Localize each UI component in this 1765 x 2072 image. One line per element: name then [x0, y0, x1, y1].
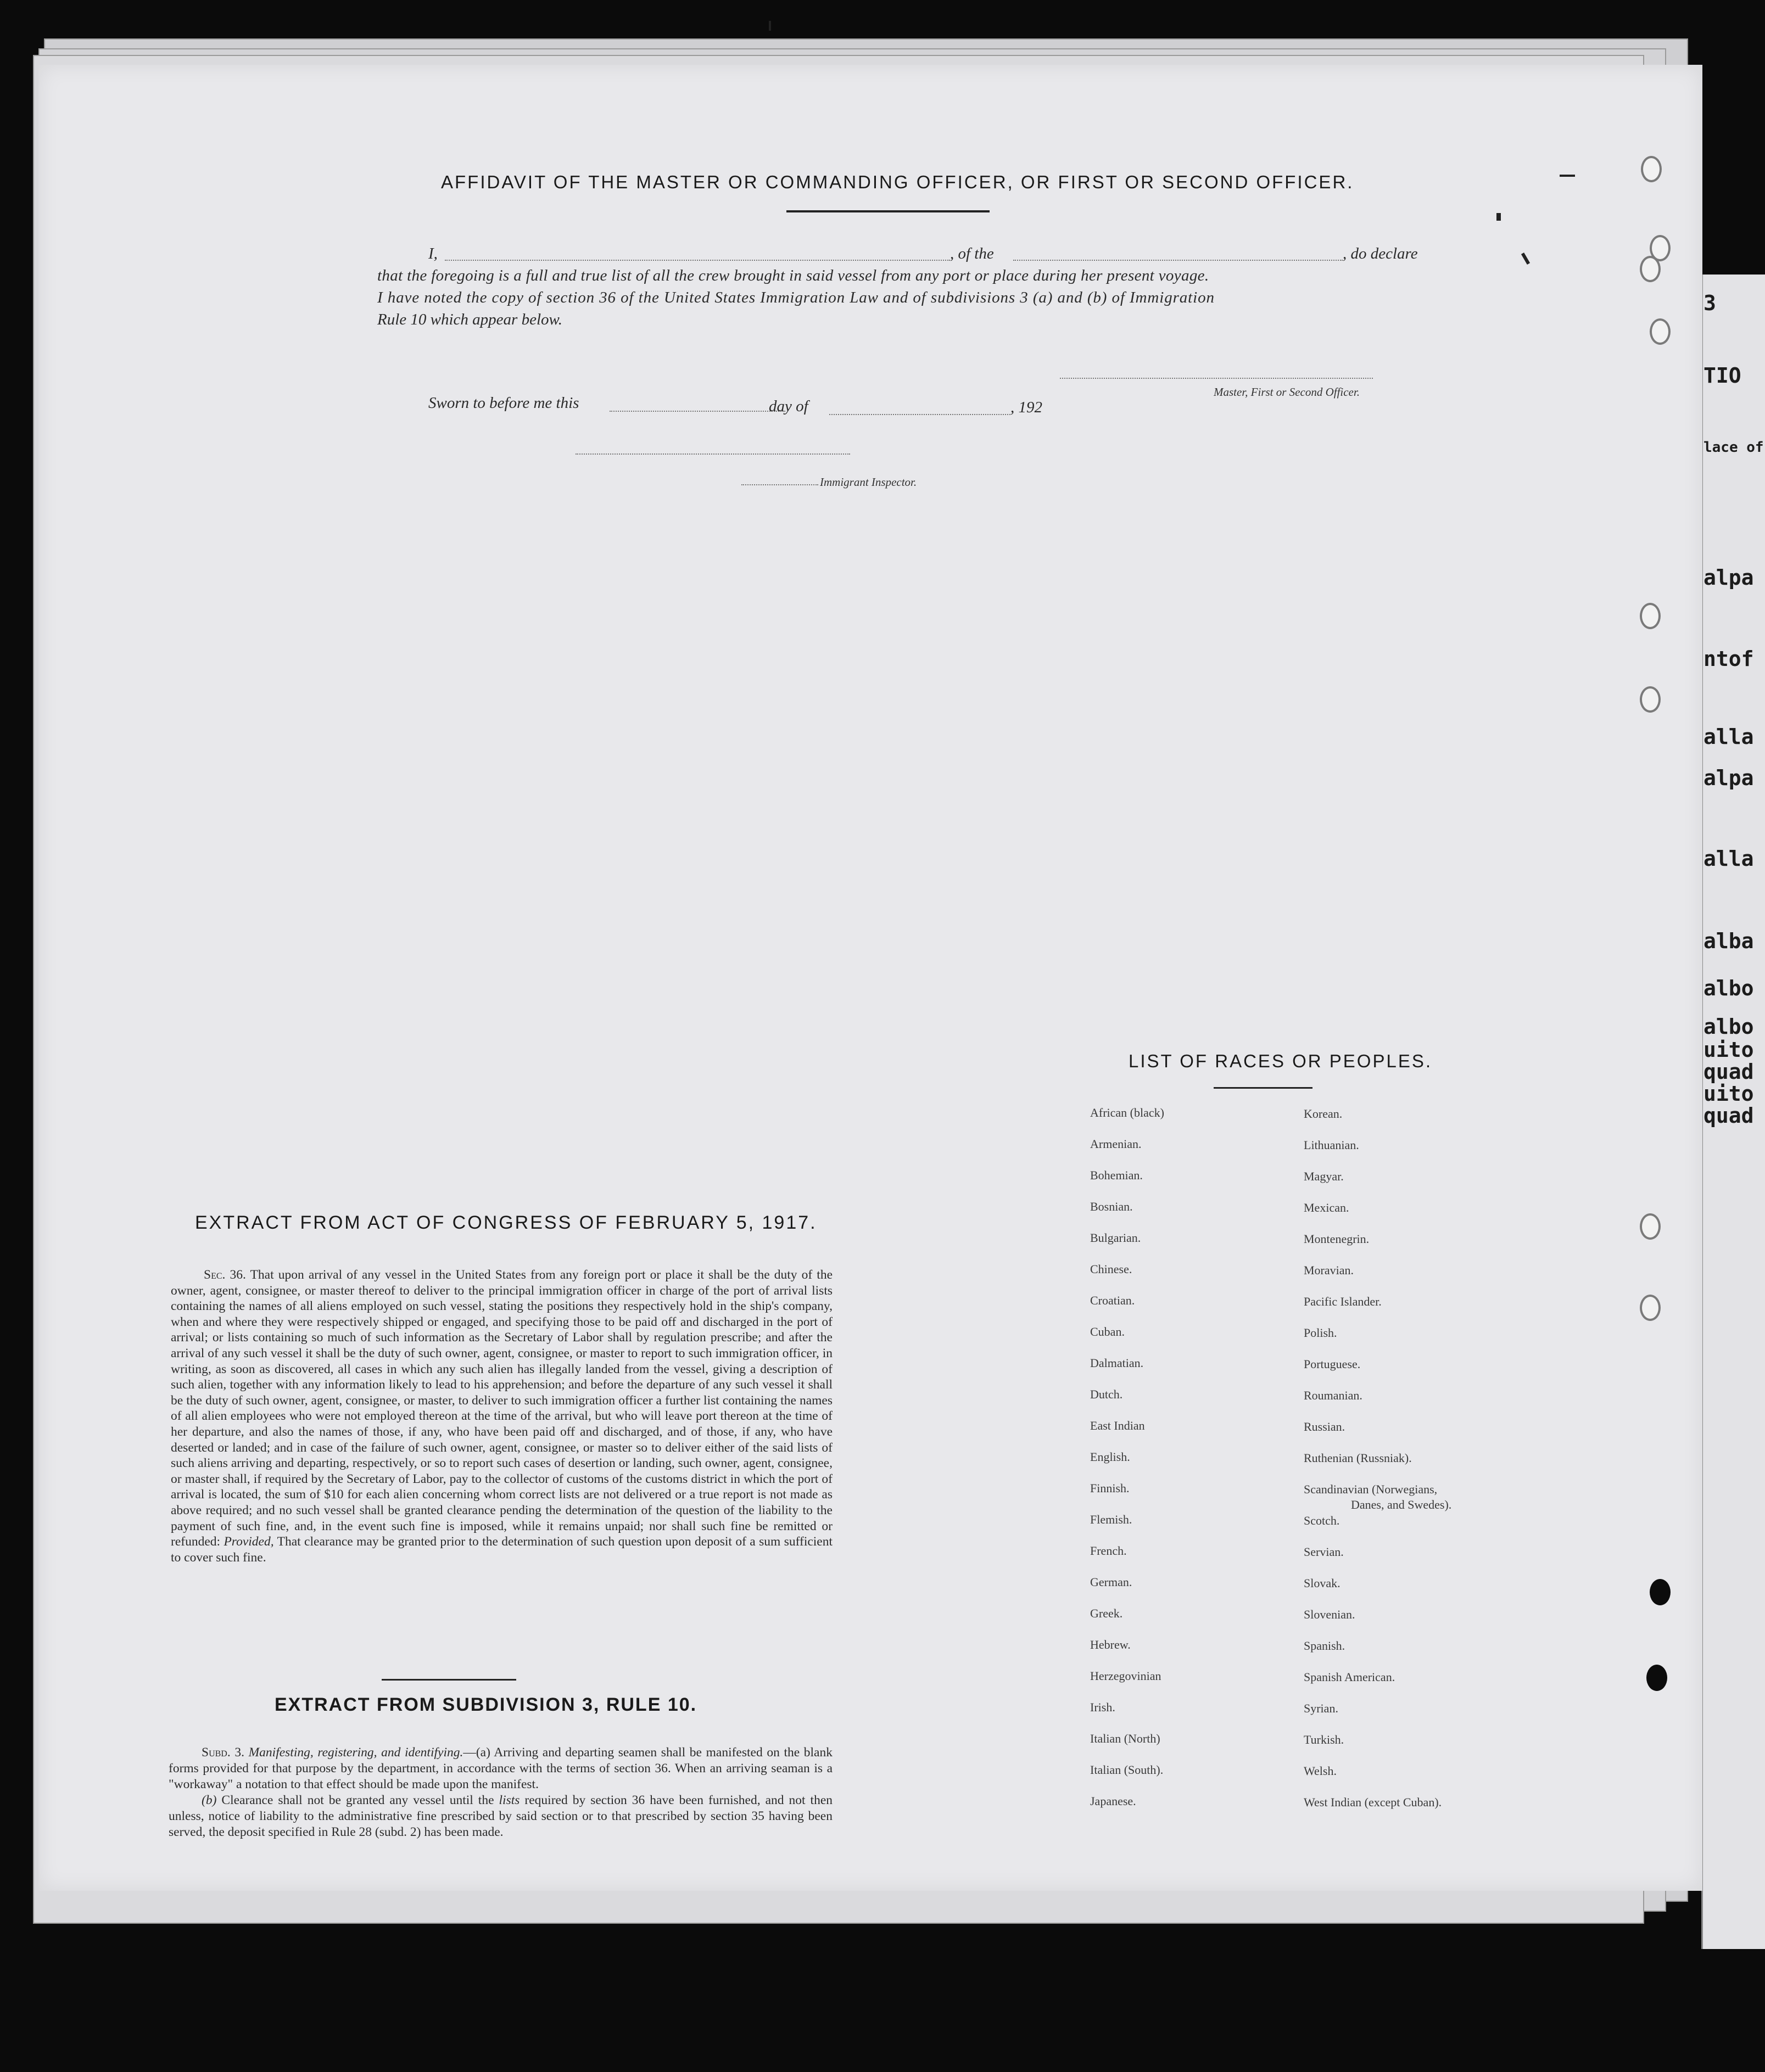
- para-a: —(a) Arriving and departing seamen shall be manifested on the blank forms provided for that purpose by the department, in accordance with the terms of section 36. When an arriving seaman is a "workaway" a notation to that effect should be made upon the manifest.: [169, 1745, 833, 1791]
- inspector-signature-line: [576, 453, 850, 455]
- race-item: Magyar.: [1304, 1169, 1344, 1183]
- affidavit-do-declare: , do declare: [1343, 245, 1418, 262]
- manifest-back-page: [38, 65, 1702, 1891]
- race-item: Finnish.: [1090, 1481, 1130, 1495]
- affidavit-title: AFFIDAVIT OF THE MASTER OR COMMANDING OFFICER, OR FIRST OR SECOND OFFICER.: [441, 172, 1354, 192]
- race-item: Bohemian.: [1090, 1168, 1143, 1182]
- extract-act-title: EXTRACT FROM ACT OF CONGRESS OF FEBRUARY 5, 1917.: [195, 1212, 817, 1233]
- para-b-post: required by section 36 have been furnished, and not then unless, notice of liability to the administrative fine prescribed by said section or to that prescribed by section 35 having been served, the deposit specified in Rule 28 (subd. 2) has been made.: [169, 1793, 833, 1839]
- subd-label: Subd. 3.: [202, 1745, 244, 1760]
- sworn-text: Sworn to before me this: [428, 394, 579, 412]
- edge-fragment: lace of: [1703, 439, 1764, 456]
- race-item: African (black): [1090, 1106, 1164, 1119]
- edge-fragment: albo: [1703, 1015, 1754, 1039]
- race-item: Dutch.: [1090, 1387, 1123, 1401]
- race-item: Spanish.: [1304, 1639, 1345, 1653]
- punch-hole: [1640, 256, 1661, 282]
- section-36-text: [171, 1267, 833, 1565]
- edge-fragment: quad: [1703, 1060, 1754, 1084]
- race-item: German.: [1090, 1575, 1132, 1589]
- race-item: Polish.: [1304, 1326, 1337, 1340]
- subd-heading: Manifesting, registering, and identifying.: [248, 1745, 463, 1760]
- race-item: Portuguese.: [1304, 1357, 1361, 1371]
- extract-divider: [382, 1679, 516, 1681]
- section-body: That upon arrival of any vessel in the United States from any foreign port or place it shall be the duty of the owner, agent, consignee, or master thereof to deliver to the principal immigration officer in charge of the port of arrival lists containing the names of all aliens employed on such vessel, stating the positions they respectively hold in the ship's company, when and where they were respectively shipped or engaged, and specifying those to be paid off and discharged in the port of arrival; or lists containing so much of such information as the Secretary of Labor shall by regulation prescribe; and after the arrival of any such vessel it shall be the duty of such owner, agent, consignee, or master to report to such immigration officer, in writing, as soon as discovered, all cases in which any such alien has illegally landed from the vessel, giving a description of such alien, together with any information likely to lead to his apprehension; and before the departure of any such vessel it shall be the duty of such owner, agent, consignee, or master, to deliver to such immigration officer a further list containing the names of all alien employees who were not employed thereon at the time of the arrival, but who will leave port thereon at the time of her departure, and also the names of those, if any, who have been paid off and discharged, and of those, if any, who have deserted or landed; and in case of the failure of such owner, agent, consignee, or master so to deliver either of the said lists of such aliens arriving and departing, respectively, or so to report such cases of desertion or landing, such owner, agent, consignee, or master shall, if required by the Secretary of Labor, pay to the collector of customs of the customs district in which the port of arrival is located, the sum of $10 for each alien concerning whom correct lists are not delivered or a true report is not made as above required; and no such vessel shall be granted clearance pending the determination of the question of the liability to the payment of such fine, and, in the event such fine is imposed, while it remains unpaid; nor shall such fine be remitted or refunded:: [171, 1268, 833, 1549]
- edge-fragment: alba: [1703, 929, 1754, 953]
- edge-fragment: uito: [1703, 1082, 1754, 1106]
- edge-fragment: uito: [1703, 1038, 1754, 1062]
- punch-hole: [1650, 318, 1671, 345]
- scan-mark: [769, 21, 771, 31]
- race-item: Cuban.: [1090, 1325, 1125, 1339]
- section-label: Sec. 36.: [204, 1268, 246, 1282]
- sworn-year: , 192: [1010, 399, 1042, 416]
- race-item: Herzegovinian: [1090, 1669, 1161, 1683]
- race-item: Turkish.: [1304, 1733, 1344, 1746]
- race-item: Montenegrin.: [1304, 1232, 1370, 1246]
- race-item: Greek.: [1090, 1606, 1123, 1620]
- race-item: Italian (North): [1090, 1732, 1160, 1745]
- race-item: Slovak.: [1304, 1576, 1340, 1590]
- affidavit-i: I,: [428, 245, 438, 262]
- punch-hole: [1646, 1665, 1667, 1691]
- edge-fragment: alpa: [1703, 766, 1754, 790]
- races-rule: [1214, 1087, 1312, 1089]
- edge-fragment: albo: [1703, 976, 1754, 1000]
- punch-hole: [1640, 1295, 1661, 1321]
- punch-hole: [1641, 156, 1662, 182]
- race-item: Bulgarian.: [1090, 1231, 1141, 1245]
- provided-word: Provided,: [224, 1535, 274, 1549]
- race-item: Lithuanian.: [1304, 1138, 1359, 1152]
- race-item: Moravian.: [1304, 1263, 1354, 1277]
- races-title: LIST OF RACES OR PEOPLES.: [1129, 1051, 1433, 1071]
- para-b-pre: Clearance shall not be granted any vessel until the: [221, 1793, 494, 1807]
- race-item: Servian.: [1304, 1545, 1344, 1559]
- master-signature-line: [1060, 378, 1373, 379]
- sworn-day-of: day of: [769, 397, 808, 415]
- race-item: Bosnian.: [1090, 1200, 1133, 1213]
- race-item: Hebrew.: [1090, 1638, 1131, 1651]
- edge-fragment: ntof: [1703, 647, 1754, 671]
- affidavit-line-3: I have noted the copy of section 36 of the United States Immigration Law and of subdivisions 3 (a) and (b) of Immigration: [377, 289, 1215, 306]
- race-item: French.: [1090, 1544, 1127, 1558]
- race-item: Flemish.: [1090, 1513, 1132, 1526]
- race-item: Italian (South).: [1090, 1763, 1164, 1777]
- race-item-continued: Danes, and Swedes).: [1351, 1498, 1452, 1511]
- name-blank: [445, 260, 950, 261]
- para-b-label: (b): [202, 1793, 217, 1807]
- punch-hole: [1640, 686, 1661, 713]
- affidavit-line-2: that the foregoing is a full and true list of all the crew brought in said vessel from any port or place during her present voyage.: [377, 267, 1209, 284]
- inspector-dots: [741, 484, 818, 485]
- race-item: East Indian: [1090, 1419, 1145, 1432]
- punch-hole: [1640, 1213, 1661, 1240]
- race-item: Pacific Islander.: [1304, 1295, 1382, 1308]
- edge-fragment: alpa: [1703, 565, 1754, 590]
- edge-fragment: alla: [1703, 725, 1754, 749]
- inspector-label: Immigrant Inspector.: [820, 475, 917, 489]
- race-item: Slovenian.: [1304, 1608, 1355, 1621]
- rule-10-text: [169, 1745, 833, 1840]
- master-label: Master, First or Second Officer.: [1214, 385, 1360, 399]
- race-item: English.: [1090, 1450, 1130, 1464]
- race-item: West Indian (except Cuban).: [1304, 1795, 1442, 1809]
- sworn-month-blank: [829, 414, 1010, 415]
- race-item: Spanish American.: [1304, 1670, 1395, 1684]
- race-item: Chinese.: [1090, 1262, 1132, 1276]
- affidavit-of-the: , of the: [950, 245, 994, 262]
- extract-rule-title: EXTRACT FROM SUBDIVISION 3, RULE 10.: [275, 1694, 697, 1715]
- race-item: Armenian.: [1090, 1137, 1142, 1151]
- vessel-blank: [1013, 260, 1343, 261]
- sworn-day-blank: [610, 411, 785, 412]
- race-item: Ruthenian (Russniak).: [1304, 1451, 1412, 1465]
- affidavit-line-4: Rule 10 which appear below.: [377, 311, 562, 328]
- race-item: Croatian.: [1090, 1293, 1135, 1307]
- race-item: Welsh.: [1304, 1764, 1337, 1778]
- race-item: Syrian.: [1304, 1701, 1338, 1715]
- race-item: Japanese.: [1090, 1794, 1136, 1808]
- edge-fragment: 3: [1703, 291, 1716, 315]
- edge-fragment: quad: [1703, 1104, 1754, 1128]
- race-item: Scotch.: [1304, 1514, 1340, 1527]
- race-item: Roumanian.: [1304, 1388, 1362, 1402]
- scan-mark: [1560, 175, 1575, 177]
- scan-mark: [1496, 213, 1501, 221]
- para-b-lists: lists: [499, 1793, 520, 1807]
- race-item: Dalmatian.: [1090, 1356, 1144, 1370]
- race-item: Irish.: [1090, 1700, 1115, 1714]
- punch-hole: [1640, 603, 1661, 629]
- race-item: Scandinavian (Norwegians,: [1304, 1482, 1438, 1496]
- section-body-end: That clearance may be granted prior to the determination of such question upon deposit of a sum sufficient to cover such fine.: [171, 1535, 833, 1565]
- edge-fragment: alla: [1703, 847, 1754, 871]
- title-rule: [786, 210, 990, 212]
- race-item: Korean.: [1304, 1107, 1343, 1121]
- edge-fragment: TIO: [1703, 363, 1741, 388]
- punch-hole: [1650, 1579, 1671, 1605]
- race-item: Mexican.: [1304, 1201, 1349, 1214]
- race-item: Russian.: [1304, 1420, 1345, 1433]
